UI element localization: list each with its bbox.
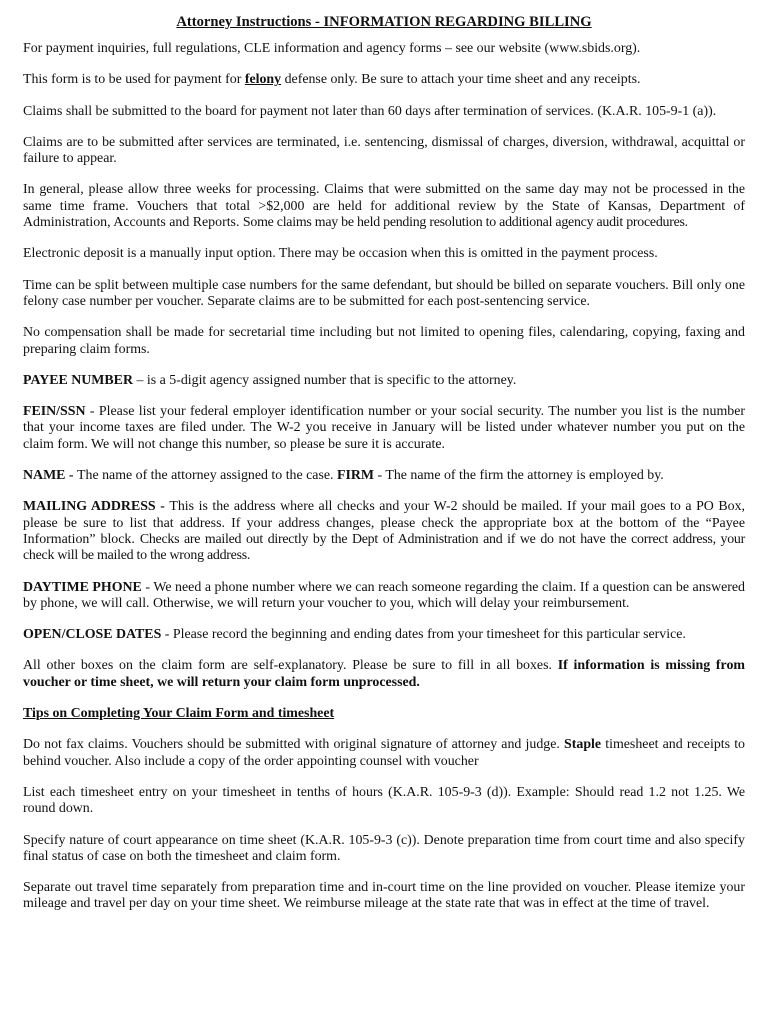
processing-paragraph — [23, 182, 745, 231]
other-boxes-text: All other boxes on the claim form are self-explanatory. Please be sure to fill in all boxes. — [23, 658, 558, 674]
tenths-text: List each timesheet entry on your timesheet in tenths of hours (K.A.R. 105-9-3 (d)). Example: Should read 1.2 not 1.25. We round down. — [23, 784, 745, 817]
open-close-dates-text: - Please record the beginning and ending dates from your timesheet for this particular service. — [161, 627, 686, 643]
felony-paragraph — [23, 72, 745, 88]
website-paragraph — [23, 41, 745, 57]
electronic-deposit-paragraph — [23, 246, 745, 262]
court-appearance-paragraph — [23, 833, 745, 866]
felony-emphasis: felony — [244, 72, 282, 88]
name-label: NAME - — [23, 468, 78, 484]
mailing-address-text-2: Checks are mailed out directly by the Dept of Administration and if we do not have the correct address, your check will be mailed to the wrong address. — [23, 531, 746, 564]
fax-paragraph — [23, 737, 745, 770]
fax-text-b: timesheet and receipts to behind voucher. Also include a copy of the order appointing counsel with voucher — [23, 737, 745, 769]
firm-label: FIRM — [336, 468, 375, 484]
daytime-phone-label: DAYTIME PHONE — [23, 579, 142, 595]
website-text: For payment inquiries, full regulations, CLE information and agency forms – see our website (www.sbids.org). — [23, 41, 641, 56]
felony-text-b: defense only. Be sure to attach your time sheet and any receipts. — [281, 72, 641, 88]
daytime-phone-paragraph — [23, 580, 745, 613]
split-time-text: Time can be split between multiple case numbers for the same defendant, but should be billed on separate vouchers. Bill only one felony case number per voucher. Separate claims are to be submitted for each post-sentencing service. — [23, 277, 745, 309]
deadline-paragraph — [23, 104, 745, 120]
tenths-paragraph — [23, 785, 745, 818]
termination-text: Claims are to be submitted after services are terminated, i.e. sentencing, dismissal of charges, diversion, withdrawal, acquittal or failure to appear. — [23, 134, 745, 167]
open-close-dates-label: OPEN/CLOSE DATES — [23, 627, 162, 643]
mailing-address-text: This is the address where all checks and your W-2 should be mailed. If your mail goes to a PO Box, please be sure to list that address. If your address changes, please check the appropriate box at the bottom of the “Payee Information” block. — [23, 499, 745, 547]
fein-ssn-paragraph — [23, 404, 745, 453]
processing-text-a: In general, please allow three weeks for processing. Claims that were submitted on the same day may not be processed in the same time frame. Vouchers that total >$2,000 are held for additional review by the State of Kansas, Department of Administration, Accounts and Reports. — [23, 182, 745, 231]
travel-paragraph — [23, 880, 745, 913]
termination-paragraph — [23, 135, 745, 168]
daytime-phone-text: - We need a phone number where we can reach someone regarding the claim. If a question can be answered by phone, we will call. Otherwise, we will return your voucher to you, which will delay your reimbursement. — [23, 579, 746, 611]
payee-number-label: PAYEE NUMBER — [23, 372, 133, 388]
split-time-paragraph — [23, 278, 745, 311]
electronic-deposit-text: Electronic deposit is a manually input option. There may be occasion when this is omitted in the payment process. — [23, 246, 658, 262]
payee-number-text: – is a 5-digit agency assigned number that is specific to the attorney. — [132, 372, 517, 388]
travel-text: Separate out travel time separately from preparation time and in-court time on the line provided on voucher. Please itemize your mileage and travel per day on your time sheet. We reimburse mileage at the state rate that was in effect at the time of travel. — [23, 880, 745, 912]
document-title: Attorney Instructions - INFORMATION REGARDING BILLING — [176, 14, 592, 30]
fein-ssn-label: FEIN/SSN — [23, 404, 86, 420]
other-boxes-warning: If information is missing from voucher or time sheet, we will return your claim form unprocessed. — [23, 658, 745, 690]
mailing-address-label: MAILING ADDRESS - — [23, 499, 170, 515]
name-firm-paragraph — [23, 468, 745, 484]
mailing-address-paragraph — [23, 499, 745, 564]
open-close-dates-paragraph — [23, 627, 745, 643]
compensation-paragraph — [23, 325, 745, 358]
tips-heading: Tips on Completing Your Claim Form and timesheet — [23, 706, 335, 722]
court-appearance-text: Specify nature of court appearance on time sheet (K.A.R. 105-9-3 (c)). Denote preparation time from court time and also specify final status of case on both the timesheet and claim form. — [23, 832, 745, 864]
staple-emphasis: Staple — [564, 737, 602, 753]
firm-text: - The name of the firm the attorney is employed by. — [374, 468, 664, 484]
compensation-text: No compensation shall be made for secretarial time including but not limited to opening files, calendaring, copying, faxing and preparing claim forms. — [23, 325, 745, 357]
name-text: The name of the attorney assigned to the case. — [77, 468, 337, 484]
fax-text-a: Do not fax claims. Vouchers should be submitted with original signature of attorney and judge. — [23, 737, 565, 753]
fein-ssn-text: - Please list your federal employer identification number or your social security. The number you list is the number that your income taxes are filed under. The W-2 you receive in January will be listed under whatever number you put on the claim form. We will not change this number, so please be sure it is accurate. — [23, 404, 745, 452]
deadline-text: Claims shall be submitted to the board for payment not later than 60 days after termination of services. (K.A.R. 105-9-1 (a)). — [23, 103, 717, 119]
felony-text-a: This form is to be used for payment for — [23, 72, 245, 88]
other-boxes-paragraph — [23, 658, 745, 691]
processing-text-b: Some claims may be held pending resolution to additional agency audit procedures. — [242, 215, 688, 231]
document-page — [23, 13, 745, 928]
payee-number-paragraph — [23, 373, 745, 389]
